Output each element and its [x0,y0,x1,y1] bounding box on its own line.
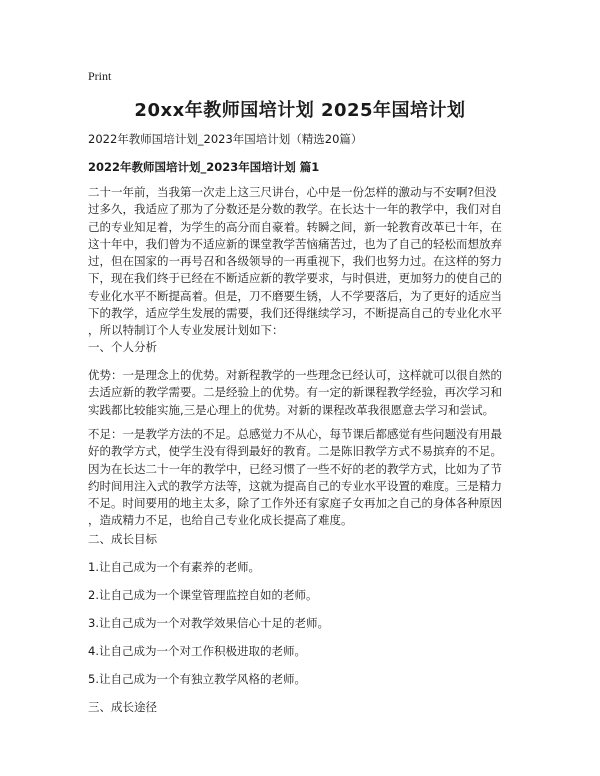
intro-line: ，所以特制订个人专业发展计划如下： [88,323,284,338]
goal-item: 1.让自己成为一个有素养的老师。 [88,560,260,574]
goal-item: 5.让自己成为一个有独立教学风格的老师。 [88,672,306,686]
weakness-line: 约时间用注入式的教学方法等，这就为提高自己的专业水平设置的难度。三是精力 [88,478,502,493]
intro-line: 专业化水平不断提高着。但是，刀不磨要生锈，人不学要落后，为了更好的适应当 [88,288,502,303]
strengths-line: 实践都比较能实施,三是心理上的优势。对新的课程改革我很愿意去学习和尝试。 [88,402,495,417]
intro-line: 过多久，我适应了那为了分数还是分数的教学。在长达十一年的教学中，我们对自 [88,202,502,217]
strengths-paragraph [88,367,520,419]
goal-item: 2.让自己成为一个课堂管理监控自如的老师。 [88,588,318,602]
weakness-line: 好的教学方式，使学生没有得到最好的教育。二是陈旧教学方式不易摈弃的不足。 [88,444,502,459]
heading-growth-path: 三、成长途径 [88,700,157,714]
intro-line: 过，但在国家的一再号召和各级领导的一再重视下，我们也努力过。在这样的努力 [88,254,502,269]
strengths-line: 去适应新的教学需要。二是经验上的优势。有一定的新课程教学经验，再次学习和 [88,385,502,400]
intro-line: 下，现在我们终于已经在不断适应新的教学要求，与时俱进，更加努力的使自己的 [88,271,502,286]
section-title: 2022年教师国培计划_2023年国培计划 篇1 [88,160,320,174]
weakness-line: 不足。时间要用的地主太多，除了工作外还有家庭子女再加之自己的身体各种原因 [88,496,502,511]
intro-line: 二十一年前，当我第一次走上这三尺讲台，心中是一份怎样的激动与不安啊?但没 [88,185,497,199]
heading-growth-goals: 二、成长目标 [88,532,157,546]
intro-line: 这十年中，我们曾为不适应新的课堂教学苦恼痛苦过，也为了自己的轻松而想放弃 [88,236,502,251]
weakness-line: ，造成精力不足，也给自己专业化成长提高了难度。 [88,513,353,528]
weakness-line: 不足：一是教学方法的不足。总感觉力不从心，每节课后都感觉有些问题没有用最 [88,427,502,441]
page-title: 20xx年教师国培计划 2025年国培计划 [134,100,466,121]
goal-item: 4.让自己成为一个对工作积极进取的老师。 [88,644,306,658]
strengths-line: 优势：一是理念上的优势。对新程教学的一些理念已经认可，这样就可以很自然的 [88,368,502,382]
goal-item: 3.让自己成为一个对教学效果信心十足的老师。 [88,616,329,630]
intro-line: 己的专业知足着，为学生的高分而自豪着。转瞬之间，新一轮教育改革已十年，在 [88,219,502,234]
print-label: Print [88,69,112,83]
heading-personal-analysis: 一、个人分析 [88,340,157,354]
intro-line: 下的教学，适应学生发展的需要，我们还得继续学习，不断提高自己的专业化水平 [88,306,502,321]
weakness-line: 因为在长达二十一年的教学中，已经习惯了一些不好的老的教学方式，比如为了节 [88,461,502,476]
intro-paragraph [88,184,520,340]
document-subtitle: 2022年教师国培计划_2023年国培计划（精选20篇） [88,132,363,146]
weakness-paragraph [88,426,520,530]
